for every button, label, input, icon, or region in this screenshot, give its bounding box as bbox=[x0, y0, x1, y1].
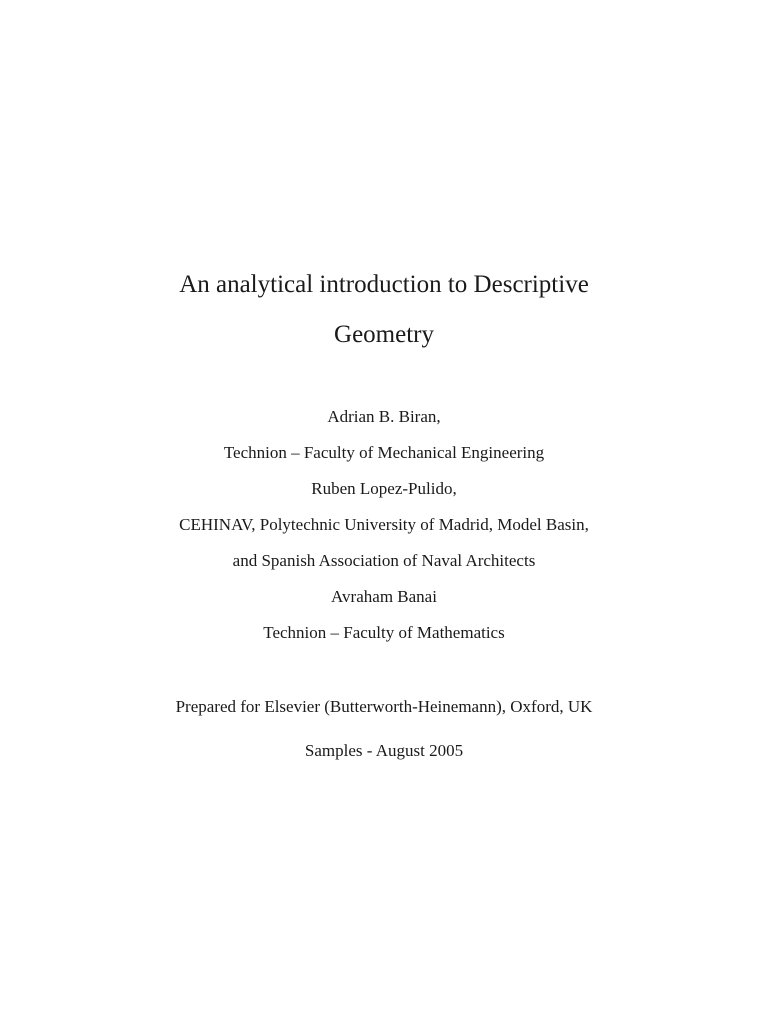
author-name-1: Adrian B. Biran, bbox=[327, 407, 441, 426]
book-title-line-2: Geometry bbox=[334, 321, 434, 348]
author-name-2: Ruben Lopez-Pulido, bbox=[311, 479, 457, 498]
author-affiliation-2b: and Spanish Association of Naval Architects bbox=[232, 551, 536, 570]
book-title-line-1: An analytical introduction to Descriptive bbox=[179, 271, 589, 298]
edition-note: Samples - August 2005 bbox=[304, 741, 464, 760]
author-name-3: Avraham Banai bbox=[331, 587, 437, 606]
prepared-for-note: Prepared for Elsevier (Butterworth-Heinemann), Oxford, UK bbox=[175, 697, 593, 716]
author-affiliation-3: Technion – Faculty of Mathematics bbox=[263, 623, 505, 642]
author-affiliation-1: Technion – Faculty of Mechanical Engineering bbox=[223, 443, 545, 462]
author-affiliation-2a: CEHINAV, Polytechnic University of Madrid, Model Basin, bbox=[179, 515, 589, 534]
